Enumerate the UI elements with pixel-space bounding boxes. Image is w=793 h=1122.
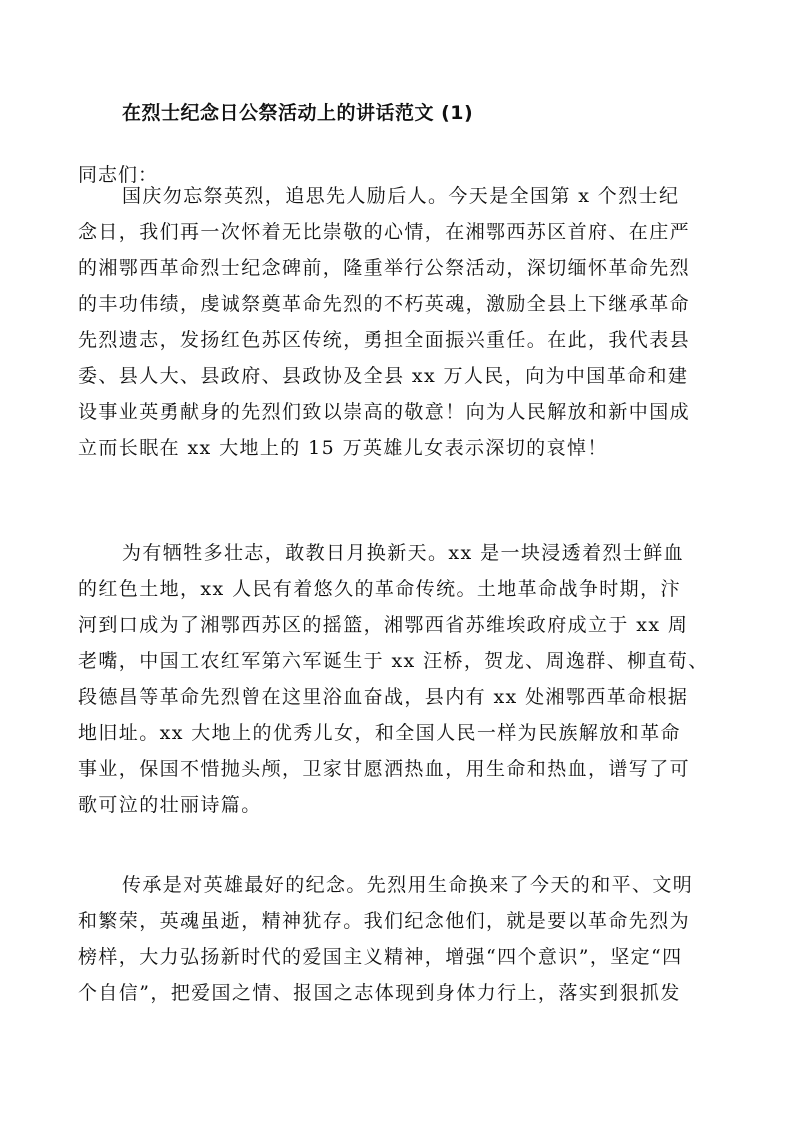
paragraph-2-line: 的红色土地，xx 人民有着悠久的革命传统。土地革命战争时期，汴 (78, 578, 681, 600)
paragraph-2-line: 河到口成为了湘鄂西苏区的摇篮，湘鄂西省苏维埃政府成立于 xx 周 (78, 614, 689, 636)
paragraph-2-line: 事业，保国不惜抛头颅，卫家甘愿洒热血，用生命和热血，谱写了可 (78, 758, 691, 780)
paragraph-3-line: 和繁荣，英魂虽逝，精神犹存。我们纪念他们，就是要以革命先烈为 (78, 910, 691, 932)
document-title: 在烈士纪念日公祭活动上的讲话范文 (1) (122, 102, 474, 124)
paragraph-3-line: 个自信”，把爱国之情、报国之志体现到身体力行上，落实到狠抓发 (78, 982, 681, 1004)
paragraph-2-line: 为有牺牲多壮志，敢教日月换新天。xx 是一块浸透着烈士鲜血 (122, 542, 685, 564)
paragraph-1-line: 先烈遗志，发扬红色苏区传统，勇担全面振兴重任。在此，我代表县 (78, 329, 691, 351)
paragraph-1-line: 国庆勿忘祭英烈，追思先人励后人。今天是全国第 x 个烈士纪 (122, 185, 680, 207)
salutation: 同志们： (78, 164, 159, 186)
paragraph-3-line: 传承是对英雄最好的纪念。先烈用生命换来了今天的和平、文明 (122, 874, 694, 896)
paragraph-2-line: 地旧址。xx 大地上的优秀儿女，和全国人民一样为民族解放和革命 (78, 722, 681, 744)
paragraph-1-line: 立而长眠在 xx 大地上的 15 万英雄儿女表示深切的哀悼！ (78, 437, 608, 459)
paragraph-1-line: 的丰功伟绩，虔诚祭奠革命先烈的不朽英魂，激励全县上下继承革命 (78, 293, 691, 315)
paragraph-2-line: 段德昌等革命先烈曾在这里浴血奋战，县内有 xx 处湘鄂西革命根据 (78, 686, 689, 708)
paragraph-2-line: 歌可泣的壮丽诗篇。 (78, 794, 262, 816)
paragraph-1-line: 设事业英勇献身的先烈们致以崇高的敬意！向为人民解放和新中国成 (78, 401, 691, 423)
paragraph-1-line: 的湘鄂西革命烈士纪念碑前，隆重举行公祭活动，深切缅怀革命先烈 (78, 257, 691, 279)
paragraph-1-line: 委、县人大、县政府、县政协及全县 xx 万人民，向为中国革命和建 (78, 365, 689, 387)
paragraph-3-line: 榜样，大力弘扬新时代的爱国主义精神，增强“四个意识”，坚定“四 (78, 946, 683, 968)
paragraph-2-line: 老嘴，中国工农红军第六军诞生于 xx 汪桥，贺龙、周逸群、柳直荀、 (78, 650, 709, 672)
paragraph-1-line: 念日，我们再一次怀着无比崇敬的心情，在湘鄂西苏区首府、在庄严 (78, 221, 691, 243)
